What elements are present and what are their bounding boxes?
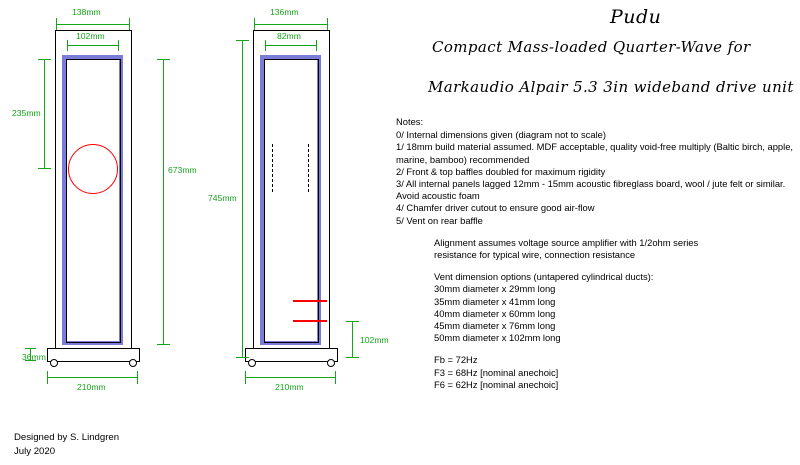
side-dim-745-line: [242, 40, 243, 358]
vent-opening-lower: [293, 320, 327, 322]
freq-fb: Fb = 72Hz: [434, 354, 478, 366]
note-item-2: 2/ Front & top baffles doubled for maximum rigidity: [396, 165, 606, 177]
front-view-plinth: [47, 348, 140, 362]
front-dim-235-label: 235mm: [12, 108, 41, 118]
side-dim-102-tick-top: [346, 321, 359, 322]
front-dim-36-tick-top: [25, 348, 36, 349]
alignment-line-1: resistance for typical wire, connection resistance: [434, 249, 636, 261]
front-view-foot-left: [50, 359, 58, 367]
front-view-inner-chamber: [66, 59, 121, 343]
vent-options-heading: Vent dimension options (untapered cylindrical ducts):: [434, 271, 654, 283]
front-dim-138-tick-left: [56, 18, 57, 30]
note-item-1: 1/ 18mm build material assumed. MDF acceptable, quality void-free multiply (Baltic birch, apple, marine, bamboo) recommended: [396, 141, 794, 165]
front-dim-138-label: 138mm: [72, 7, 101, 17]
side-dim-82-line: [265, 45, 317, 46]
notes-block: [396, 116, 794, 391]
vent-opening-upper: [293, 300, 327, 302]
side-dim-210-label: 210mm: [275, 382, 304, 392]
front-dim-235-tick-top: [38, 59, 51, 60]
notes-heading: Notes:: [396, 116, 424, 127]
side-view-plinth: [245, 348, 338, 362]
page-subtitle-2: Markaudio Alpair 5.3 3in wideband drive unit: [428, 78, 794, 96]
front-dim-235-line: [44, 59, 45, 169]
page-title: Pudu: [610, 6, 662, 28]
front-dim-210-tick-left: [47, 371, 48, 384]
side-dim-745-label: 745mm: [208, 193, 237, 203]
page-subtitle-1: Compact Mass-loaded Quarter-Wave for: [432, 38, 751, 56]
side-dim-102-line: [352, 321, 353, 357]
note-item-0: 0/ Internal dimensions given (diagram not to scale): [396, 129, 607, 141]
front-dim-102-line: [67, 45, 119, 46]
side-dim-82-tick-left: [265, 40, 266, 51]
front-dim-36-label: 36mm: [22, 352, 46, 362]
front-dim-673-label: 673mm: [168, 165, 197, 175]
freq-f3: F3 = 68Hz [nominal anechoic]: [434, 366, 559, 378]
vent-option-2: 40mm diameter x 60mm long: [434, 307, 556, 319]
front-dim-138-line: [56, 24, 130, 25]
side-dim-210-line: [245, 377, 336, 378]
front-dim-102-tick-right: [118, 40, 119, 51]
side-dim-210-tick-left: [245, 371, 246, 384]
side-view-foot-left: [248, 359, 256, 367]
side-dim-82-tick-right: [316, 40, 317, 51]
side-dim-136-tick-left: [254, 18, 255, 30]
front-dim-210-line: [47, 377, 138, 378]
designer-credit: Designed by S. Lindgren: [14, 432, 120, 443]
vent-option-0: 30mm diameter x 29mm long: [434, 283, 556, 295]
side-dim-102-label: 102mm: [360, 335, 389, 345]
design-date: July 2020: [14, 446, 56, 457]
side-dim-745-tick-top: [236, 40, 249, 41]
alignment-line-0: Alignment assumes voltage source amplifier with 1/2ohm series: [434, 236, 699, 248]
front-dim-102-label: 102mm: [76, 31, 105, 41]
note-item-4: 4/ Chamfer driver cutout to ensure good air-flow: [396, 202, 595, 214]
side-dim-210-tick-right: [335, 371, 336, 384]
side-dim-136-line: [254, 24, 328, 25]
front-view-foot-right: [129, 359, 137, 367]
vent-option-1: 35mm diameter x 41mm long: [434, 295, 556, 307]
vent-option-4: 50mm diameter x 102mm long: [434, 332, 561, 344]
note-item-3: 3/ All internal panels lagged 12mm - 15mm acoustic fibreglass board, wool / jute felt or similar. Avoid acoustic foam: [396, 178, 786, 202]
vent-option-3: 45mm diameter x 76mm long: [434, 320, 556, 332]
front-dim-138-tick-right: [129, 18, 130, 30]
side-dim-745-tick-bottom: [236, 357, 249, 358]
driver-projection-dashed-left: [272, 144, 273, 192]
side-dim-136-tick-right: [327, 18, 328, 30]
driver-cutout-circle: [68, 144, 118, 194]
side-dim-102-tick-bottom: [346, 357, 359, 358]
front-dim-235-tick-bottom: [38, 168, 51, 169]
front-dim-673-tick-top: [157, 59, 170, 60]
front-dim-210-label: 210mm: [77, 382, 106, 392]
front-dim-673-tick-bottom: [157, 344, 170, 345]
note-item-5: 5/ Vent on rear baffle: [396, 214, 483, 226]
side-dim-82-label: 82mm: [277, 31, 301, 41]
front-dim-210-tick-right: [137, 371, 138, 384]
front-dim-673-line: [163, 59, 164, 345]
freq-f6: F6 = 62Hz [nominal anechoic]: [434, 378, 559, 390]
side-dim-136-label: 136mm: [270, 7, 299, 17]
driver-projection-dashed-right: [308, 144, 309, 192]
front-dim-102-tick-left: [67, 40, 68, 51]
side-view-foot-right: [327, 359, 335, 367]
